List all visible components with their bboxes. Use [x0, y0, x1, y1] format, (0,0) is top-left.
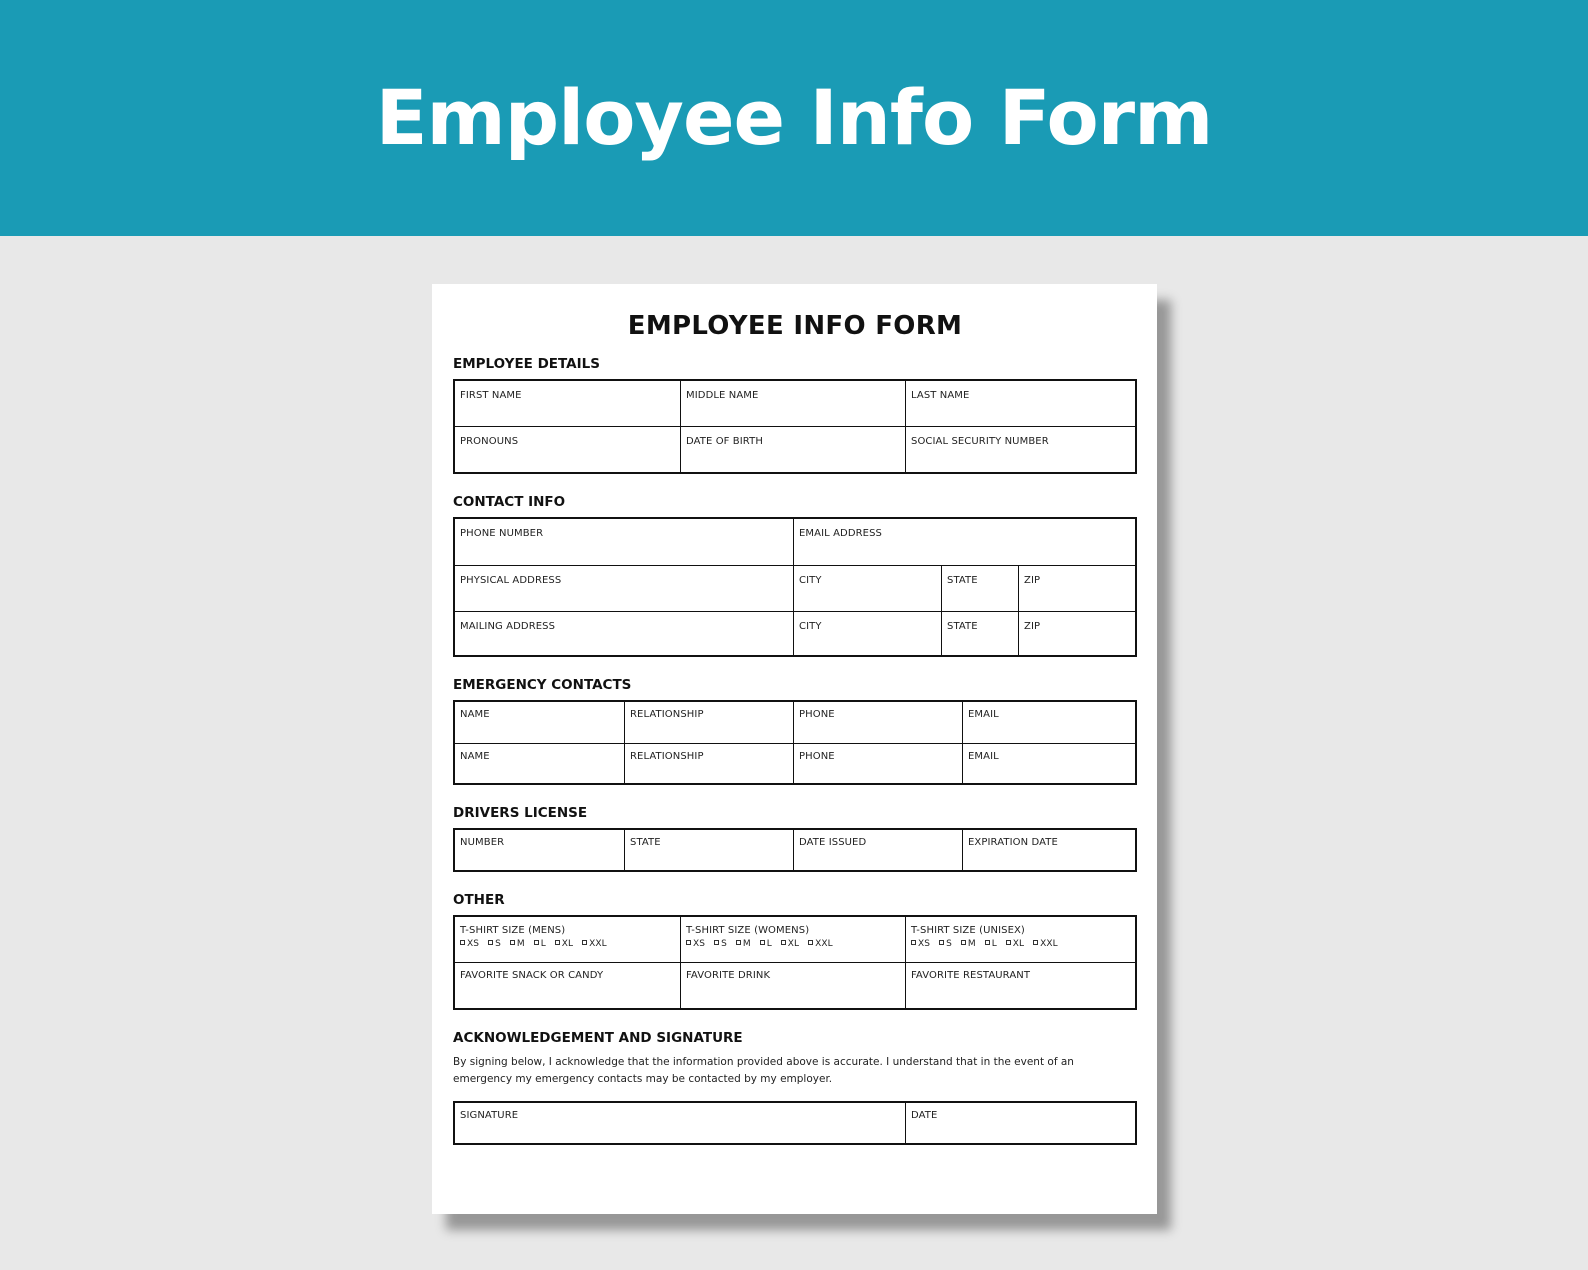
ssn-field[interactable]: SOCIAL SECURITY NUMBER [905, 427, 1135, 472]
checkbox-icon [736, 940, 741, 945]
size-option[interactable]: XS [911, 939, 930, 949]
employee-details-table [453, 379, 1137, 474]
header-banner [0, 0, 1588, 236]
signature-table [453, 1101, 1137, 1145]
favorite-drink-field[interactable]: FAVORITE DRINK [680, 963, 905, 1008]
physical-address-field[interactable]: PHYSICAL ADDRESS [460, 575, 562, 586]
drivers-license-table [453, 828, 1137, 872]
license-expiration-field[interactable]: EXPIRATION DATE [962, 830, 1135, 870]
checkbox-icon [961, 940, 966, 945]
emergency-email-field[interactable]: EMAIL [962, 744, 1135, 783]
table-row [455, 381, 1135, 426]
drivers-license-heading: DRIVERS LICENSE [453, 805, 588, 821]
table-row [455, 962, 1135, 1008]
checkbox-icon [582, 940, 587, 945]
size-option[interactable]: XS [460, 939, 479, 949]
size-option[interactable]: L [534, 939, 546, 949]
size-option[interactable]: M [736, 939, 751, 949]
table-row [455, 426, 1135, 472]
checkbox-icon [488, 940, 493, 945]
table-row [455, 519, 1135, 565]
checkbox-icon [1006, 940, 1011, 945]
shirt-size-unisex-options [911, 939, 1135, 949]
first-name-field[interactable]: FIRST NAME [460, 390, 522, 401]
size-option[interactable]: XXL [1033, 939, 1058, 949]
table-row [455, 1103, 1135, 1143]
size-option[interactable]: S [714, 939, 727, 949]
favorite-snack-field[interactable]: FAVORITE SNACK OR CANDY [460, 970, 604, 981]
checkbox-icon [460, 940, 465, 945]
emergency-phone-field[interactable]: PHONE [793, 702, 962, 743]
size-option[interactable]: L [760, 939, 772, 949]
checkbox-icon [1033, 940, 1038, 945]
checkbox-icon [939, 940, 944, 945]
license-date-issued-field[interactable]: DATE ISSUED [793, 830, 962, 870]
mailing-address-field[interactable]: MAILING ADDRESS [460, 621, 556, 632]
size-option[interactable]: S [939, 939, 952, 949]
shirt-size-unisex-label: T-SHIRT SIZE (UNISEX) [911, 925, 1025, 936]
table-row [455, 830, 1135, 870]
size-option[interactable]: XL [555, 939, 573, 949]
phone-number-field[interactable]: PHONE NUMBER [460, 528, 544, 539]
table-row [455, 565, 1135, 611]
mailing-city-field[interactable]: CITY [793, 612, 941, 655]
checkbox-icon [985, 940, 990, 945]
size-option[interactable]: L [985, 939, 997, 949]
size-option[interactable]: XL [1006, 939, 1024, 949]
middle-name-field[interactable]: MIDDLE NAME [680, 381, 905, 426]
shirt-size-womens-options [686, 939, 905, 949]
signature-field[interactable]: SIGNATURE [460, 1110, 519, 1121]
checkbox-icon [808, 940, 813, 945]
checkbox-icon [510, 940, 515, 945]
size-option[interactable]: M [961, 939, 976, 949]
emergency-phone-field[interactable]: PHONE [793, 744, 962, 783]
shirt-size-unisex-field [905, 917, 1135, 962]
acknowledgement-heading: ACKNOWLEDGEMENT AND SIGNATURE [453, 1030, 743, 1046]
form-title: EMPLOYEE INFO FORM [627, 311, 963, 341]
date-field[interactable]: DATE [905, 1103, 1135, 1143]
size-option[interactable]: XL [781, 939, 799, 949]
license-state-field[interactable]: STATE [624, 830, 793, 870]
shirt-size-mens-options [460, 939, 680, 949]
shirt-size-mens-field [455, 917, 680, 962]
pronouns-field[interactable]: PRONOUNS [460, 436, 519, 447]
checkbox-icon [760, 940, 765, 945]
contact-info-table [453, 517, 1137, 657]
checkbox-icon [686, 940, 691, 945]
banner-title: Employee Info Form [375, 73, 1213, 162]
size-option[interactable]: M [510, 939, 525, 949]
license-number-field[interactable]: NUMBER [460, 837, 505, 848]
checkbox-icon [534, 940, 539, 945]
emergency-name-field[interactable]: NAME [460, 709, 490, 720]
other-table [453, 915, 1137, 1010]
contact-info-heading: CONTACT INFO [453, 494, 566, 510]
physical-city-field[interactable]: CITY [793, 566, 941, 611]
size-option[interactable]: S [488, 939, 501, 949]
date-of-birth-field[interactable]: DATE OF BIRTH [680, 427, 905, 472]
mailing-zip-field[interactable]: ZIP [1018, 612, 1135, 655]
mailing-state-field[interactable]: STATE [941, 612, 1018, 655]
emergency-contacts-heading: EMERGENCY CONTACTS [453, 677, 632, 693]
other-heading: OTHER [453, 892, 505, 908]
checkbox-icon [911, 940, 916, 945]
emergency-relationship-field[interactable]: RELATIONSHIP [624, 702, 793, 743]
table-row [455, 917, 1135, 962]
size-option[interactable]: XS [686, 939, 705, 949]
shirt-size-womens-field [680, 917, 905, 962]
email-address-field[interactable]: EMAIL ADDRESS [793, 519, 1135, 565]
last-name-field[interactable]: LAST NAME [905, 381, 1135, 426]
table-row [455, 611, 1135, 655]
acknowledgement-text: By signing below, I acknowledge that the information provided above is accurate. I understand that in the event of an emergency my emergency contacts may be contacted by my employer. [453, 1056, 1074, 1085]
physical-zip-field[interactable]: ZIP [1018, 566, 1135, 611]
employee-details-heading: EMPLOYEE DETAILS [453, 356, 600, 372]
shirt-size-womens-label: T-SHIRT SIZE (WOMENS) [686, 925, 810, 936]
form-page [432, 284, 1157, 1214]
physical-state-field[interactable]: STATE [941, 566, 1018, 611]
emergency-name-field[interactable]: NAME [460, 751, 490, 762]
emergency-relationship-field[interactable]: RELATIONSHIP [624, 744, 793, 783]
size-option[interactable]: XXL [808, 939, 833, 949]
shirt-size-mens-label: T-SHIRT SIZE (MENS) [460, 925, 566, 936]
checkbox-icon [555, 940, 560, 945]
emergency-contacts-table [453, 700, 1137, 785]
checkbox-icon [714, 940, 719, 945]
checkbox-icon [781, 940, 786, 945]
emergency-email-field[interactable]: EMAIL [962, 702, 1135, 743]
table-row [455, 743, 1135, 783]
size-option[interactable]: XXL [582, 939, 607, 949]
favorite-restaurant-field[interactable]: FAVORITE RESTAURANT [905, 963, 1135, 1008]
table-row [455, 702, 1135, 743]
